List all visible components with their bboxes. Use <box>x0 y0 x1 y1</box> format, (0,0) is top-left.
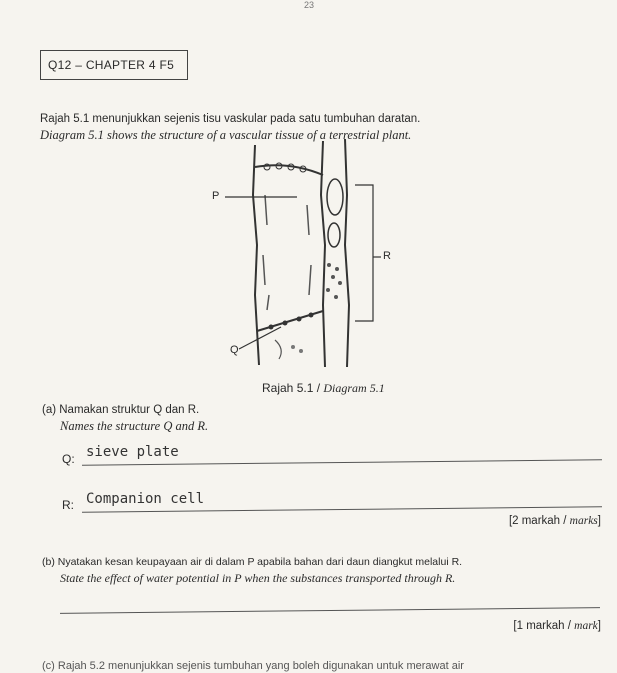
part-b-marks-malay: [1 markah / <box>513 620 571 632</box>
part-a-english: Names the structure Q and R. <box>60 419 209 433</box>
part-c-partial: (c) Rajah 5.2 menunjukkan sejenis tumbuhan yang boleh digunakan untuk merawat air <box>42 660 464 672</box>
caption-english: Diagram 5.1 <box>323 381 385 395</box>
companion-cell-right-wall <box>345 139 349 367</box>
diagram-label-q: Q <box>230 344 239 356</box>
part-a-marks <box>509 515 601 527</box>
r-bracket <box>355 185 373 321</box>
diagram-label-p: P <box>212 190 220 202</box>
caption-malay: Rajah 5.1 / <box>262 381 324 395</box>
part-b-marks-close: ] <box>597 620 601 632</box>
phloem-diagram <box>195 135 415 375</box>
question-chapter-box: Q12 – CHAPTER 4 F5 <box>40 50 188 80</box>
part-a-marks-close: ] <box>597 515 601 527</box>
part-b-english: State the effect of water potential in P when the substances transported through R. <box>60 571 456 585</box>
diagram-label-r: R <box>383 250 391 262</box>
sieve-plate-top <box>255 165 323 175</box>
part-b-marks <box>513 620 601 632</box>
diagram-caption <box>262 381 385 396</box>
part-a-r-answer[interactable]: Companion cell <box>86 491 205 507</box>
part-a-malay: (a) Namakan struktur Q dan R. <box>42 404 200 416</box>
part-b-marks-english: mark <box>574 620 598 632</box>
part-a-q-label: Q: <box>62 452 75 466</box>
intro-english: Diagram 5.1 shows the structure of a vascular tissue of a terrestrial plant. <box>40 128 412 142</box>
part-b-malay: (b) Nyatakan kesan keupayaan air di dalam P apabila bahan dari daun diangkut melalui R. <box>42 556 463 568</box>
part-a-marks-english: marks <box>569 515 598 527</box>
sieve-tube-left-wall <box>253 145 259 365</box>
part-a-r-label: R: <box>62 498 74 512</box>
part-a-q-answer[interactable]: sieve plate <box>86 444 179 460</box>
page-top-mark: 23 <box>304 0 315 10</box>
part-a-r-answer-line <box>82 506 602 512</box>
part-a-q-answer-line <box>82 459 602 465</box>
intro-malay: Rajah 5.1 menunjukkan sejenis tisu vaskular pada satu tumbuhan daratan. <box>40 113 421 125</box>
companion-cell-nucleus <box>327 179 343 215</box>
part-a-marks-malay: [2 markah / <box>508 515 567 527</box>
part-b-answer-line[interactable] <box>60 607 600 614</box>
